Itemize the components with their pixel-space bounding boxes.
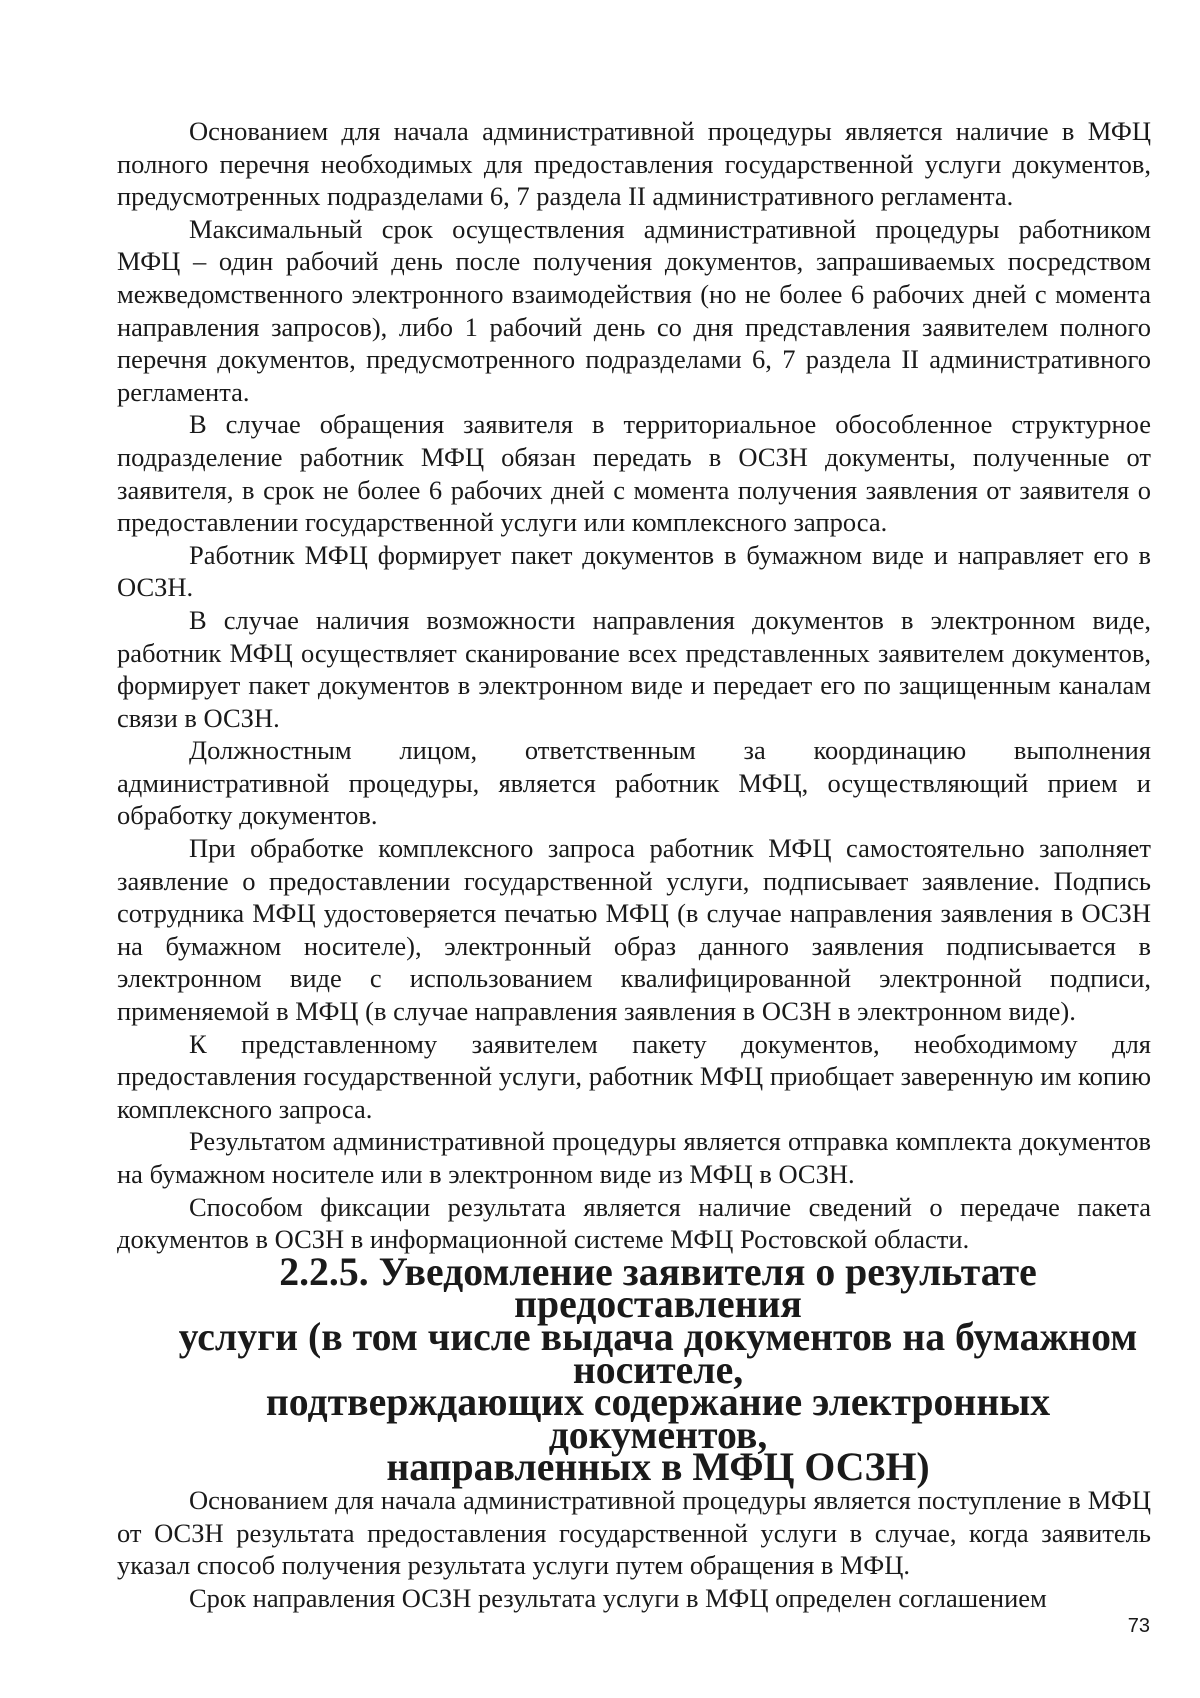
paragraph: При обработке комплексного запроса работник МФЦ самостоятельно заполняет заявление о предоставлении государственной услуги, подписывает заявление. Подпись сотрудника МФЦ удостоверяется печатью МФЦ (в случае направления заявления в ОСЗН на бумажном носителе), электронный образ данного заявления подписывается в электронном виде с использованием квалифицированной электронной подписи, применяемой в МФЦ (в случае направления заявления в ОСЗН в электронном виде).	[117, 833, 1151, 1027]
section-heading-line: подтверждающих содержание электронных документов,	[265, 1380, 1051, 1457]
paragraph: Максимальный срок осуществления административной процедуры работником МФЦ – один рабочий день после получения документов, запрашиваемых посредством межведомственного электронного взаимодействия (но не более 6 рабочих дней с момента направления запросов), либо 1 рабочий день со дня представления заявителем полного перечня документов, предусмотренного подразделами 6, 7 раздела II административного регламента.	[117, 213, 1151, 407]
paragraph: Должностным лицом, ответственным за координацию выполнения административной процедуры, является работник МФЦ, осуществляющий прием и обработку документов.	[117, 735, 1151, 831]
section-heading-line: направленных в МФЦ ОСЗН)	[386, 1445, 930, 1490]
paragraph: В случае обращения заявителя в территориальное обособленное структурное подразделение работник МФЦ обязан передать в ОСЗН документы, полученные от заявителя, в срок не более 6 рабочих дней с момента получения заявления от заявителя о предоставлении государственной услуги или комплексного запроса.	[117, 409, 1151, 538]
paragraph: Основанием для начала административной процедуры является поступление в МФЦ от ОСЗН результата предоставления государственной услуги в случае, когда заявитель указал способ получения результата услуги путем обращения в МФЦ.	[117, 1484, 1151, 1581]
paragraph: В случае наличия возможности направления документов в электронном виде, работник МФЦ осуществляет сканирование всех представленных заявителем документов, формирует пакет документов в электронном виде и передает его по защищенным каналам связи в ОСЗН.	[117, 604, 1151, 733]
page-number: 73	[1127, 1615, 1150, 1637]
paragraph: К представленному заявителем пакету документов, необходимому для предоставления государственной услуги, работник МФЦ приобщает заверенную им копию комплексного запроса.	[117, 1028, 1151, 1124]
section-heading	[117, 1249, 1151, 1490]
section-heading-line: 2.2.5. Уведомление заявителя о результате предоставления	[279, 1249, 1037, 1327]
paragraph: Основанием для начала административной процедуры является наличие в МФЦ полного перечня необходимых для предоставления государственной услуги документов, предусмотренных подразделами 6, 7 раздела II административного регламента.	[117, 116, 1151, 212]
document-page	[117, 115, 1151, 1614]
paragraph: Способом фиксации результата является наличие сведений о передаче пакета документов в ОСЗН в информационной системе МФЦ Ростовской области.	[117, 1191, 1151, 1255]
section-heading-line: услуги (в том числе выдача документов на бумажном носителе,	[178, 1314, 1138, 1392]
paragraph: Работник МФЦ формирует пакет документов в бумажном виде и направляет его в ОСЗН.	[117, 539, 1151, 603]
paragraph: Результатом административной процедуры является отправка комплекта документов на бумажном носителе или в электронном виде из МФЦ в ОСЗН.	[117, 1126, 1151, 1189]
paragraph: Срок направления ОСЗН результата услуги в МФЦ определен соглашением	[189, 1582, 1047, 1613]
